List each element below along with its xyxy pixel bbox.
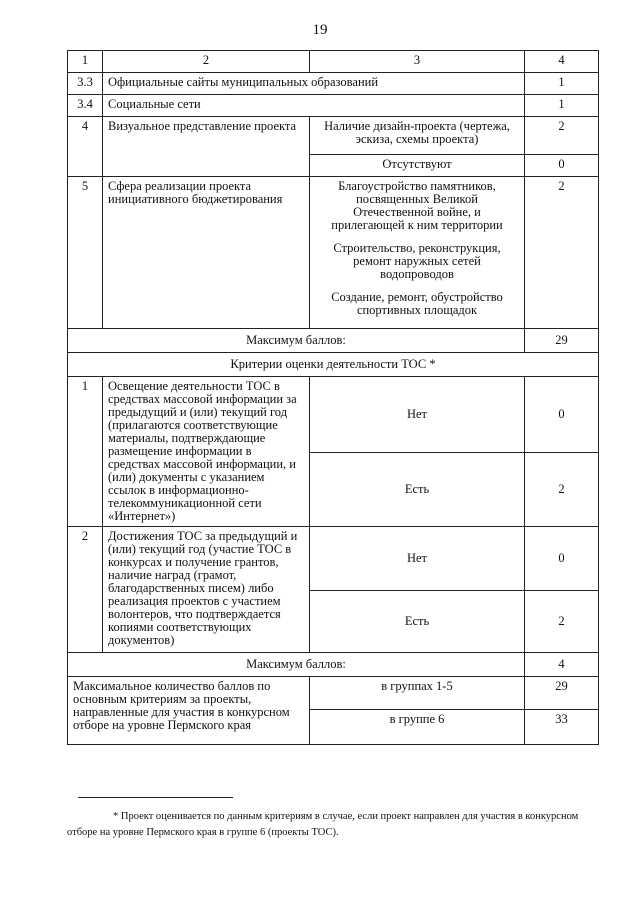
header-col-2: 2 xyxy=(103,51,310,73)
option-label: Строительство, реконструкция, ремонт наружных сетей водопроводов xyxy=(333,241,501,281)
option-score: 0 xyxy=(525,377,599,453)
row-criterion: Социальные сети xyxy=(103,95,525,117)
footnote: * Проект оценивается по данным критериям в случае, если проект направлен для участия в конкурсном отборе на уровне Пермского края в группе 6 (проекты ТОС). xyxy=(67,811,579,838)
header-col-3: 3 xyxy=(310,51,525,73)
table-row xyxy=(68,117,599,155)
header-col-1: 1 xyxy=(68,51,103,73)
option-label: Есть xyxy=(310,453,525,527)
option-label: Благоустройство памятников, посвященных Великой Отечественной войне, и прилегающей к ним территории xyxy=(331,179,503,232)
row-criterion: Освещение деятельности ТОС в средствах массовой информации за предыдущий и (или) текущий год (прилагаются соответствующие материалы, подтверждающие размещение информации в средствах массовой информации, и (или) документы с указанием ссылок в информационно-телекоммуникационной сети «Интернет») xyxy=(103,377,310,527)
header-col-4: 4 xyxy=(525,51,599,73)
section-heading-row xyxy=(68,353,599,377)
group-value: 29 xyxy=(525,677,599,710)
row-number: 4 xyxy=(68,117,103,177)
row-score: 1 xyxy=(525,73,599,95)
option-label: Наличие дизайн-проекта (чертежа, эскиза, схемы проекта) xyxy=(310,117,525,155)
row-number: 5 xyxy=(68,177,103,329)
option-label: Отсутствуют xyxy=(310,155,525,177)
row-score: 1 xyxy=(525,95,599,117)
option-score: 0 xyxy=(525,155,599,177)
option-label: Есть xyxy=(310,591,525,653)
max-row xyxy=(68,653,599,677)
option-score: 2 xyxy=(525,591,599,653)
max-label: Максимум баллов: xyxy=(68,653,525,677)
group-label: в группе 6 xyxy=(310,710,525,745)
row-number: 1 xyxy=(68,377,103,527)
max-row xyxy=(68,329,599,353)
row-criterion: Визуальное представление проекта xyxy=(103,117,310,177)
max-value: 29 xyxy=(525,329,599,353)
option-label: Нет xyxy=(310,377,525,453)
section-heading: Критерии оценки деятельности ТОС * xyxy=(68,353,599,377)
row-number: 3.3 xyxy=(68,73,103,95)
row-number: 2 xyxy=(68,527,103,653)
option-score: 2 xyxy=(525,117,599,155)
row-criterion: Официальные сайты муниципальных образований xyxy=(103,73,525,95)
row-number: 3.4 xyxy=(68,95,103,117)
table-row xyxy=(68,527,599,591)
max-label: Максимум баллов: xyxy=(68,329,525,353)
option-score: 2 xyxy=(525,453,599,527)
table-row xyxy=(68,73,599,95)
final-label: Максимальное количество баллов по основным критериям за проекты, направленные для участия в конкурсном отборе на уровне Пермского края xyxy=(68,677,310,745)
table-row xyxy=(68,677,599,710)
table-row xyxy=(68,177,599,329)
option-label: Создание, ремонт, обустройство спортивных площадок xyxy=(331,290,503,317)
row-criterion: Достижения ТОС за предыдущий и (или) текущий год (участие ТОС в конкурсах и получение грантов, наличие наград (грамот, благодарственных писем) либо реализация проектов с участием волонтеров, что подтверждается копиями соответствующих документов) xyxy=(103,527,310,653)
row-score: 2 xyxy=(525,177,599,329)
criteria-table xyxy=(67,50,599,745)
page-number: 19 xyxy=(312,22,328,38)
table-row xyxy=(68,95,599,117)
table-row xyxy=(68,377,599,453)
group-value: 33 xyxy=(525,710,599,745)
footnote-divider xyxy=(78,797,233,798)
group-label: в группах 1-5 xyxy=(310,677,525,710)
row-criterion: Сфера реализации проекта инициативного бюджетирования xyxy=(103,177,310,329)
header-row xyxy=(68,51,599,73)
max-value: 4 xyxy=(525,653,599,677)
option-list xyxy=(310,177,525,329)
option-score: 0 xyxy=(525,527,599,591)
option-label: Нет xyxy=(310,527,525,591)
